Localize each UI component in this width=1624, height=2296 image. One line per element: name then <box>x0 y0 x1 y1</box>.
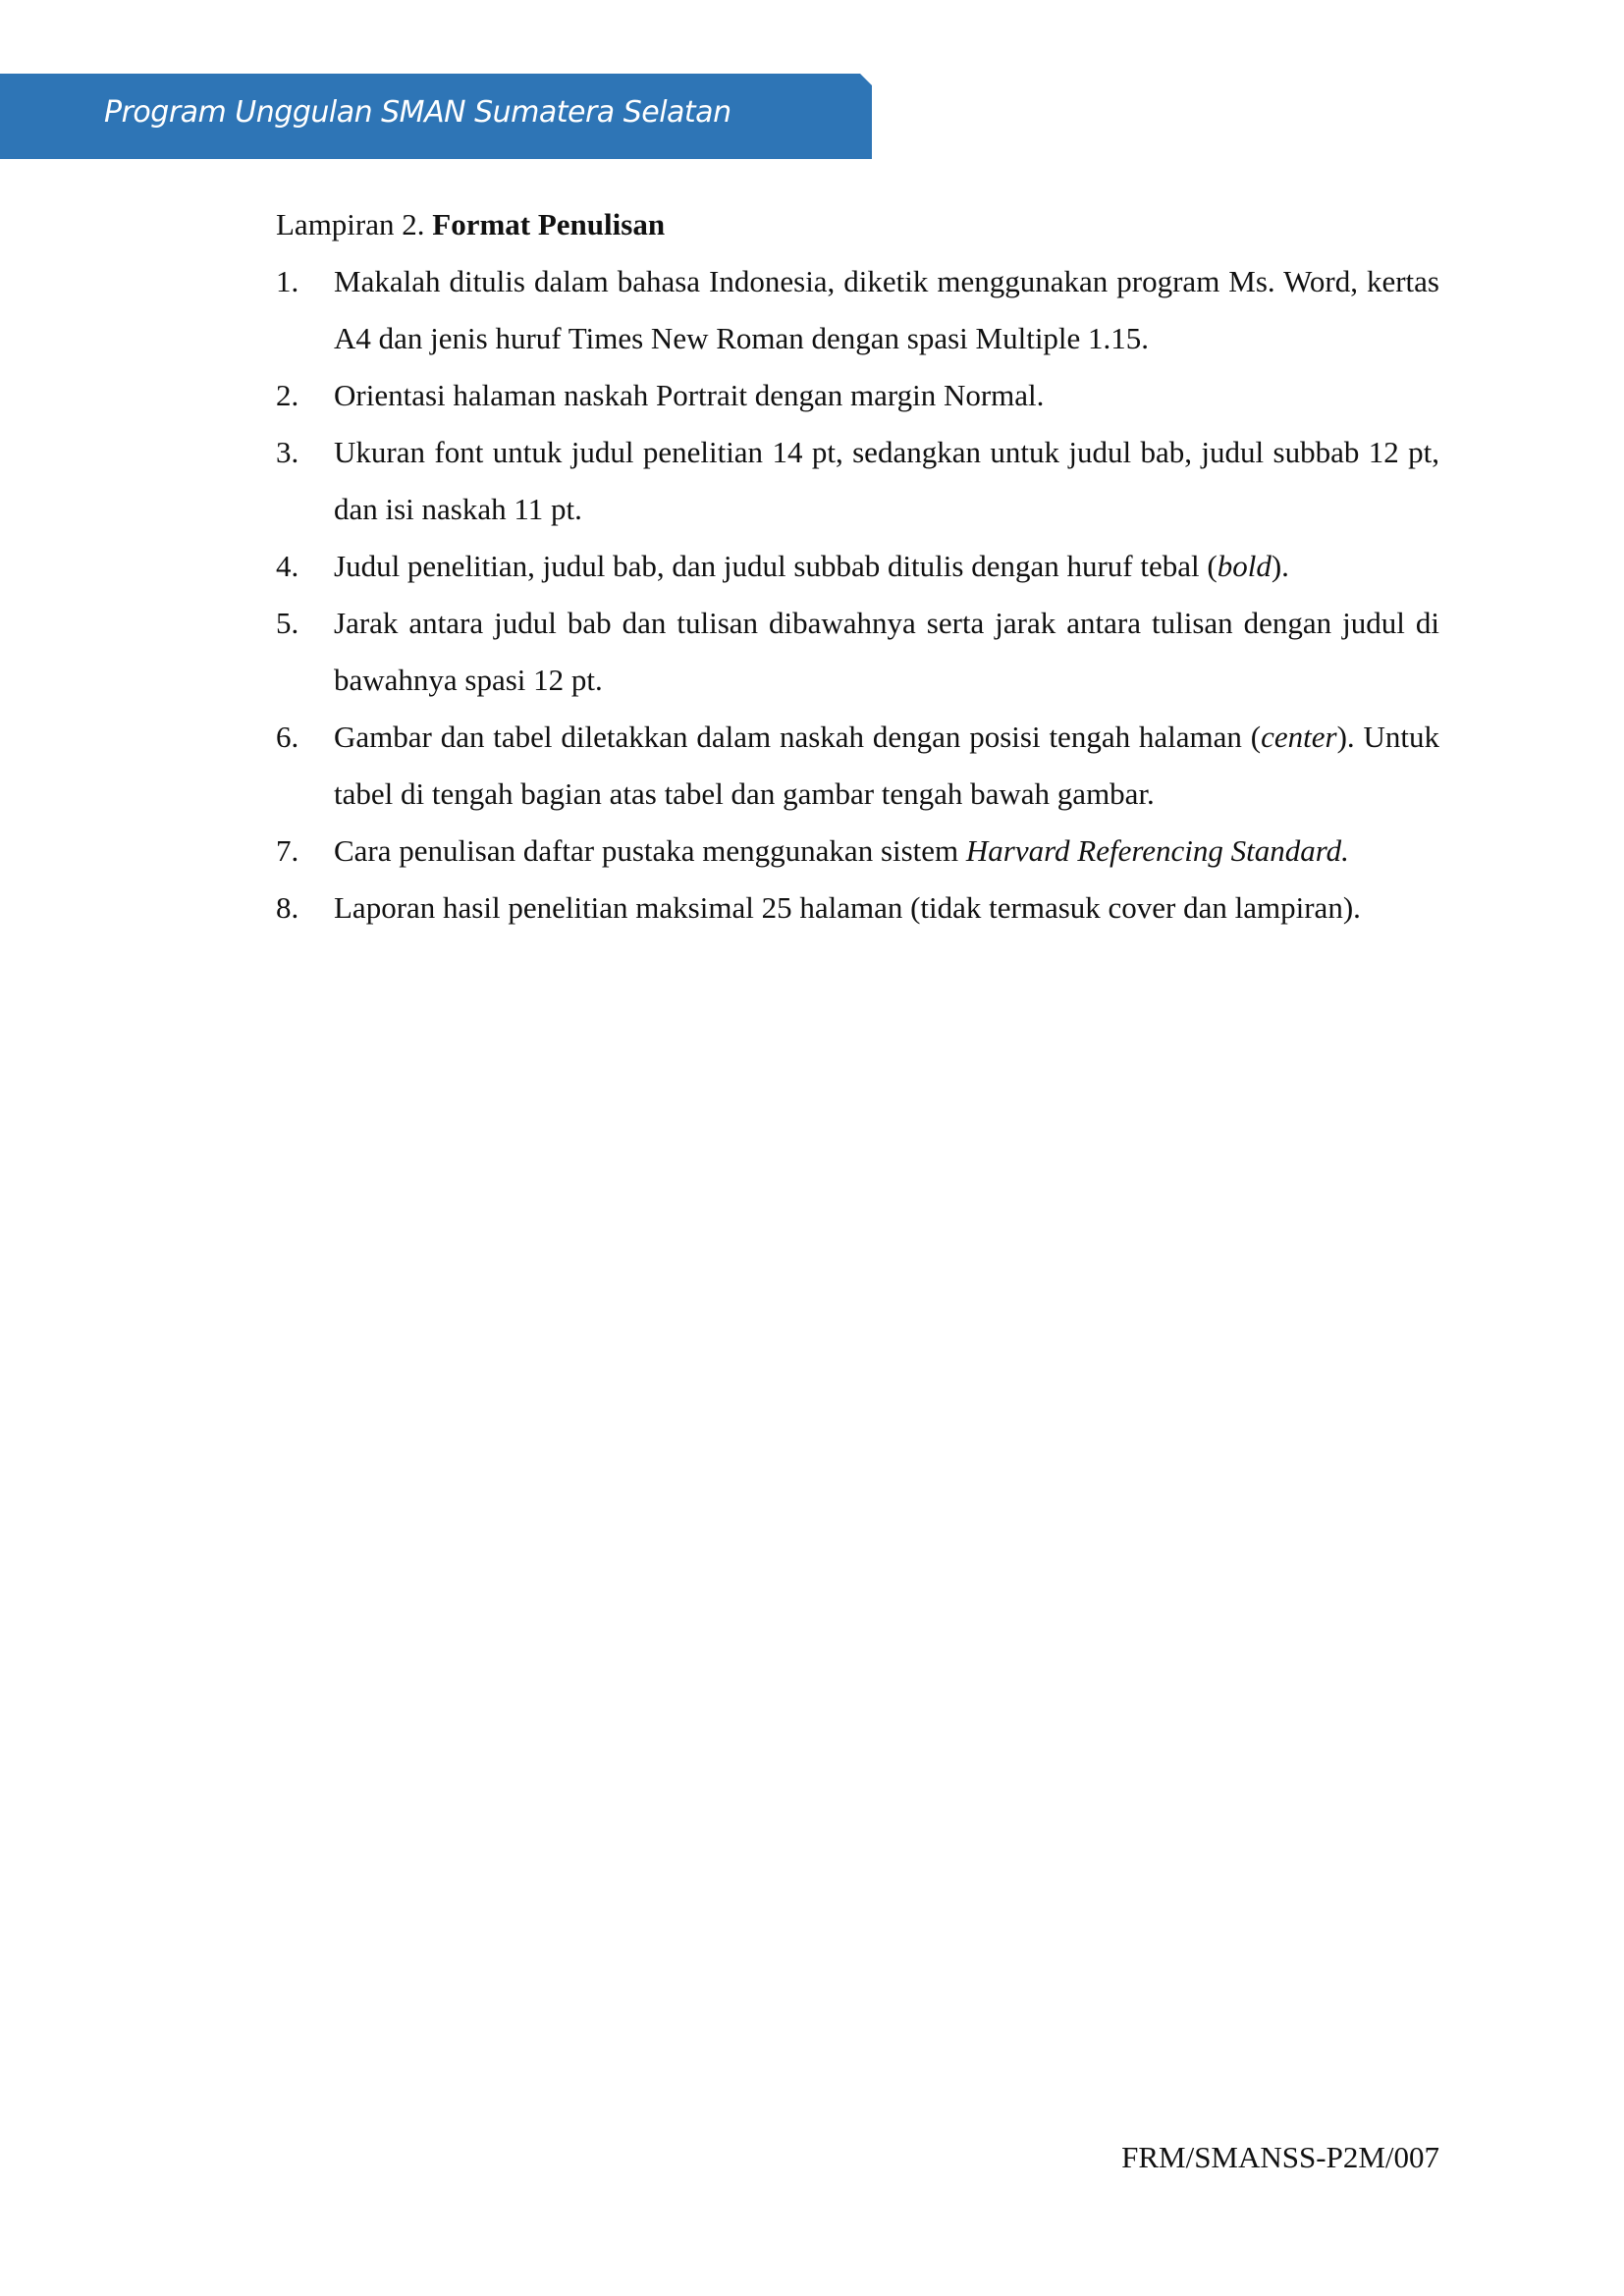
list-item-text-end: ). Untuk tabel di tengah bagian atas tabel dan gambar tengah bawah gambar. <box>334 720 1439 811</box>
list-item-number: 1. <box>276 264 299 298</box>
section-title: Format Penulisan <box>432 207 666 241</box>
list-item-text: Orientasi halaman naskah Portrait dengan margin Normal. <box>334 378 1045 412</box>
list-item-emphasis: bold <box>1217 549 1272 583</box>
list-item-text: Laporan hasil penelitian maksimal 25 halaman (tidak termasuk cover dan lampiran). <box>334 890 1361 925</box>
list-item <box>276 595 1439 709</box>
list-item <box>276 424 1439 538</box>
section-prefix: Lampiran 2. <box>276 207 425 241</box>
list-item <box>276 709 1439 823</box>
list-item <box>276 367 1439 424</box>
list-item-number: 2. <box>276 378 299 412</box>
list-item <box>276 880 1439 936</box>
list-item-text: Judul penelitian, judul bab, dan judul subbab ditulis dengan huruf tebal ( <box>334 549 1218 583</box>
list-item-emphasis: center <box>1261 720 1337 754</box>
list-item-text: Gambar dan tabel diletakkan dalam naskah dengan posisi tengah halaman ( <box>334 720 1262 754</box>
list-item-text: Jarak antara judul bab dan tulisan dibawahnya serta jarak antara tulisan dengan judul di bawahnya spasi 12 pt. <box>334 606 1439 697</box>
list-item-text: Cara penulisan daftar pustaka menggunakan sistem <box>334 833 966 868</box>
list-item-number: 5. <box>276 606 299 640</box>
list-item-emphasis: Harvard Referencing Standard. <box>965 833 1349 868</box>
list-item-number: 4. <box>276 549 299 583</box>
formatting-rules-list <box>276 253 1439 936</box>
list-item <box>276 823 1439 880</box>
list-item-number: 8. <box>276 890 299 925</box>
list-item-text-end: ). <box>1271 549 1289 583</box>
section-heading <box>276 196 1439 253</box>
header-title: Program Unggulan SMAN Sumatera Selatan <box>104 95 731 130</box>
list-item-text: Ukuran font untuk judul penelitian 14 pt, sedangkan untuk judul bab, judul subbab 12 pt, dan isi naskah 11 pt. <box>334 435 1439 526</box>
list-item-number: 6. <box>276 720 299 754</box>
list-item-number: 7. <box>276 833 299 868</box>
document-body <box>276 196 1439 936</box>
list-item <box>276 253 1439 367</box>
list-item <box>276 538 1439 595</box>
list-item-number: 3. <box>276 435 299 469</box>
list-item-text: Makalah ditulis dalam bahasa Indonesia, diketik menggunakan program Ms. Word, kertas A4 dan jenis huruf Times New Roman dengan spasi Multiple 1.15. <box>334 264 1439 355</box>
form-code: FRM/SMANSS-P2M/007 <box>1121 2140 1439 2174</box>
